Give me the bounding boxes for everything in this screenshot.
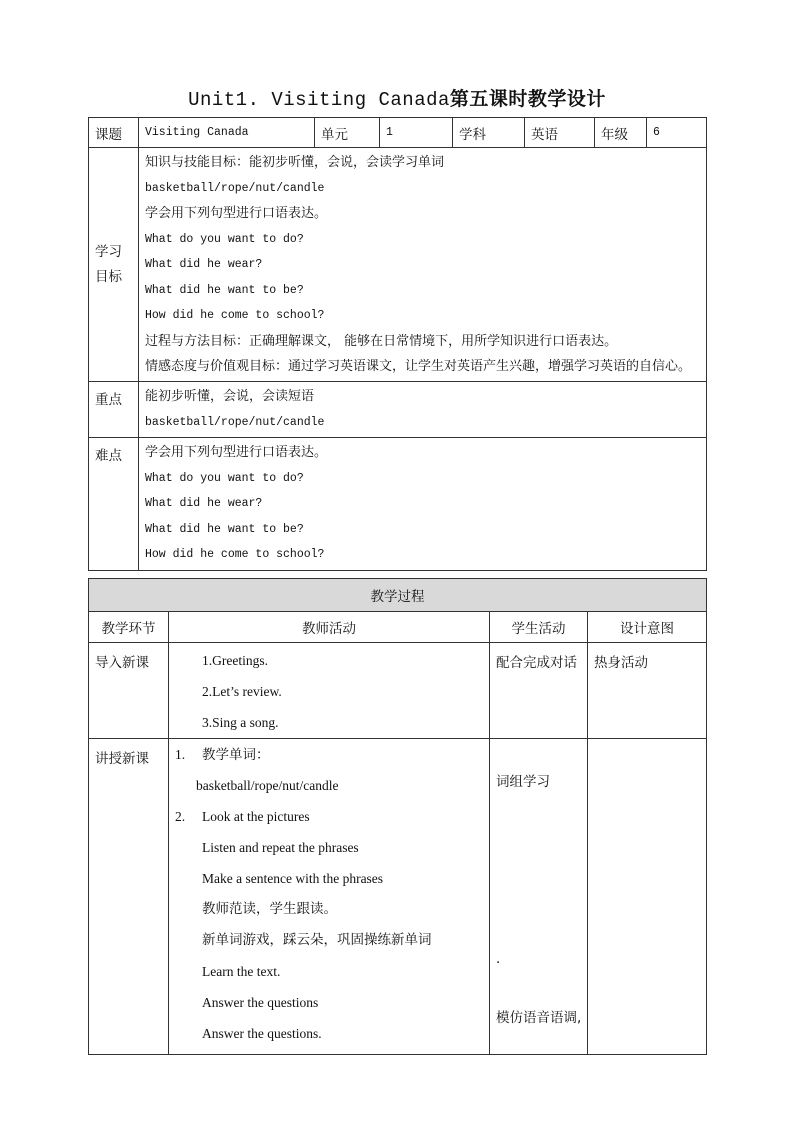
intro-intent: 热身活动 [588,643,707,739]
intro-stage: 导入新课 [89,643,169,739]
difficulties-label: 难点 [89,438,139,571]
objectives-label: 学习 目标 [89,148,139,382]
difficulty-line: 学会用下列句型进行口语表达。 [145,445,328,460]
grade-value: 6 [647,118,707,148]
new-teacher [169,739,490,1055]
intro-teacher [169,643,490,739]
difficulty-line: What do you want to do? [145,471,304,485]
difficulties-row [89,438,707,571]
key-point-line: basketball/rope/nut/candle [145,415,325,429]
title-chinese: 第五课时教学设计 [449,88,606,110]
key-points-row [89,382,707,438]
document-title [0,84,794,111]
header-intent: 设计意图 [588,612,707,643]
teacher-step: 3.Sing a song. [202,715,279,730]
title-english: Unit1. Visiting Canada [188,89,450,111]
lesson-info-table [88,117,707,571]
key-points-content [139,382,707,438]
key-point-line: 能初步听懂，会说，会读短语 [145,389,315,404]
new-intent [588,739,707,1055]
teacher-step: Learn the text. [202,964,281,979]
difficulty-line: What did he wear? [145,497,263,510]
teacher-step: 新单词游戏，踩云朵，巩固操练新单词 [202,932,432,948]
intro-student: 配合完成对话 [490,643,588,739]
info-row [89,118,707,148]
objective-line: 情感态度与价值观目标：通过学习英语课文，让学生对英语产生兴趣，增强学习英语的自信心。 [145,359,692,374]
unit-label: 单元 [315,118,380,148]
process-band: 教学过程 [89,579,707,612]
teacher-step: 2.Let’s review. [202,684,282,699]
intro-row [89,643,707,739]
teacher-step: 1. 教学单词： [175,747,270,763]
header-teacher: 教师活动 [169,612,490,643]
teacher-step: basketball/rope/nut/candle [196,778,339,793]
process-band-row [89,579,707,612]
objective-line: What did he wear? [145,258,263,271]
new-stage: 讲授新课 [89,739,169,1055]
header-student: 学生活动 [490,612,588,643]
teacher-step: Listen and repeat the phrases [202,840,359,855]
unit-value: 1 [380,118,453,148]
student-activity: 模仿语音语调, [496,1010,582,1026]
subject-value: 英语 [525,118,595,148]
header-stage: 教学环节 [89,612,169,643]
teacher-step: 教师范读，学生跟读。 [202,901,337,917]
objectives-row [89,148,707,382]
objective-line: What do you want to do? [145,232,304,246]
objectives-content [139,148,707,382]
objective-line: 知识与技能目标：能初步听懂，会说，会读学习单词 [145,155,445,170]
objective-line: 学会用下列句型进行口语表达。 [145,206,328,221]
difficulty-line: How did he come to school? [145,548,325,561]
teacher-step: Answer the questions. [202,1026,322,1041]
teacher-step: Answer the questions [202,995,319,1010]
subject-label: 学科 [453,118,525,148]
topic-value: Visiting Canada [139,118,315,148]
teacher-step: Make a sentence with the phrases [202,871,384,886]
teacher-step: 1.Greetings. [202,653,268,668]
objective-line: 过程与方法目标：正确理解课文， 能够在日常情境下，用所学知识进行口语表达。 [145,333,618,349]
new-lesson-row [89,739,707,1055]
student-activity: 词组学习 [496,774,550,790]
grade-label: 年级 [595,118,647,148]
difficulty-line: What did he want to be? [145,522,304,536]
new-student [490,739,588,1055]
topic-label: 课题 [89,118,139,148]
objective-line: How did he come to school? [145,309,325,322]
objective-line: basketball/rope/nut/candle [145,181,325,195]
key-points-label: 重点 [89,382,139,438]
objective-line: What did he want to be? [145,283,304,297]
student-activity-dot: . [496,951,501,967]
difficulties-content [139,438,707,571]
process-header-row [89,612,707,643]
teacher-step: 2. Look at the pictures [175,809,310,824]
teaching-process-table [88,578,707,1055]
